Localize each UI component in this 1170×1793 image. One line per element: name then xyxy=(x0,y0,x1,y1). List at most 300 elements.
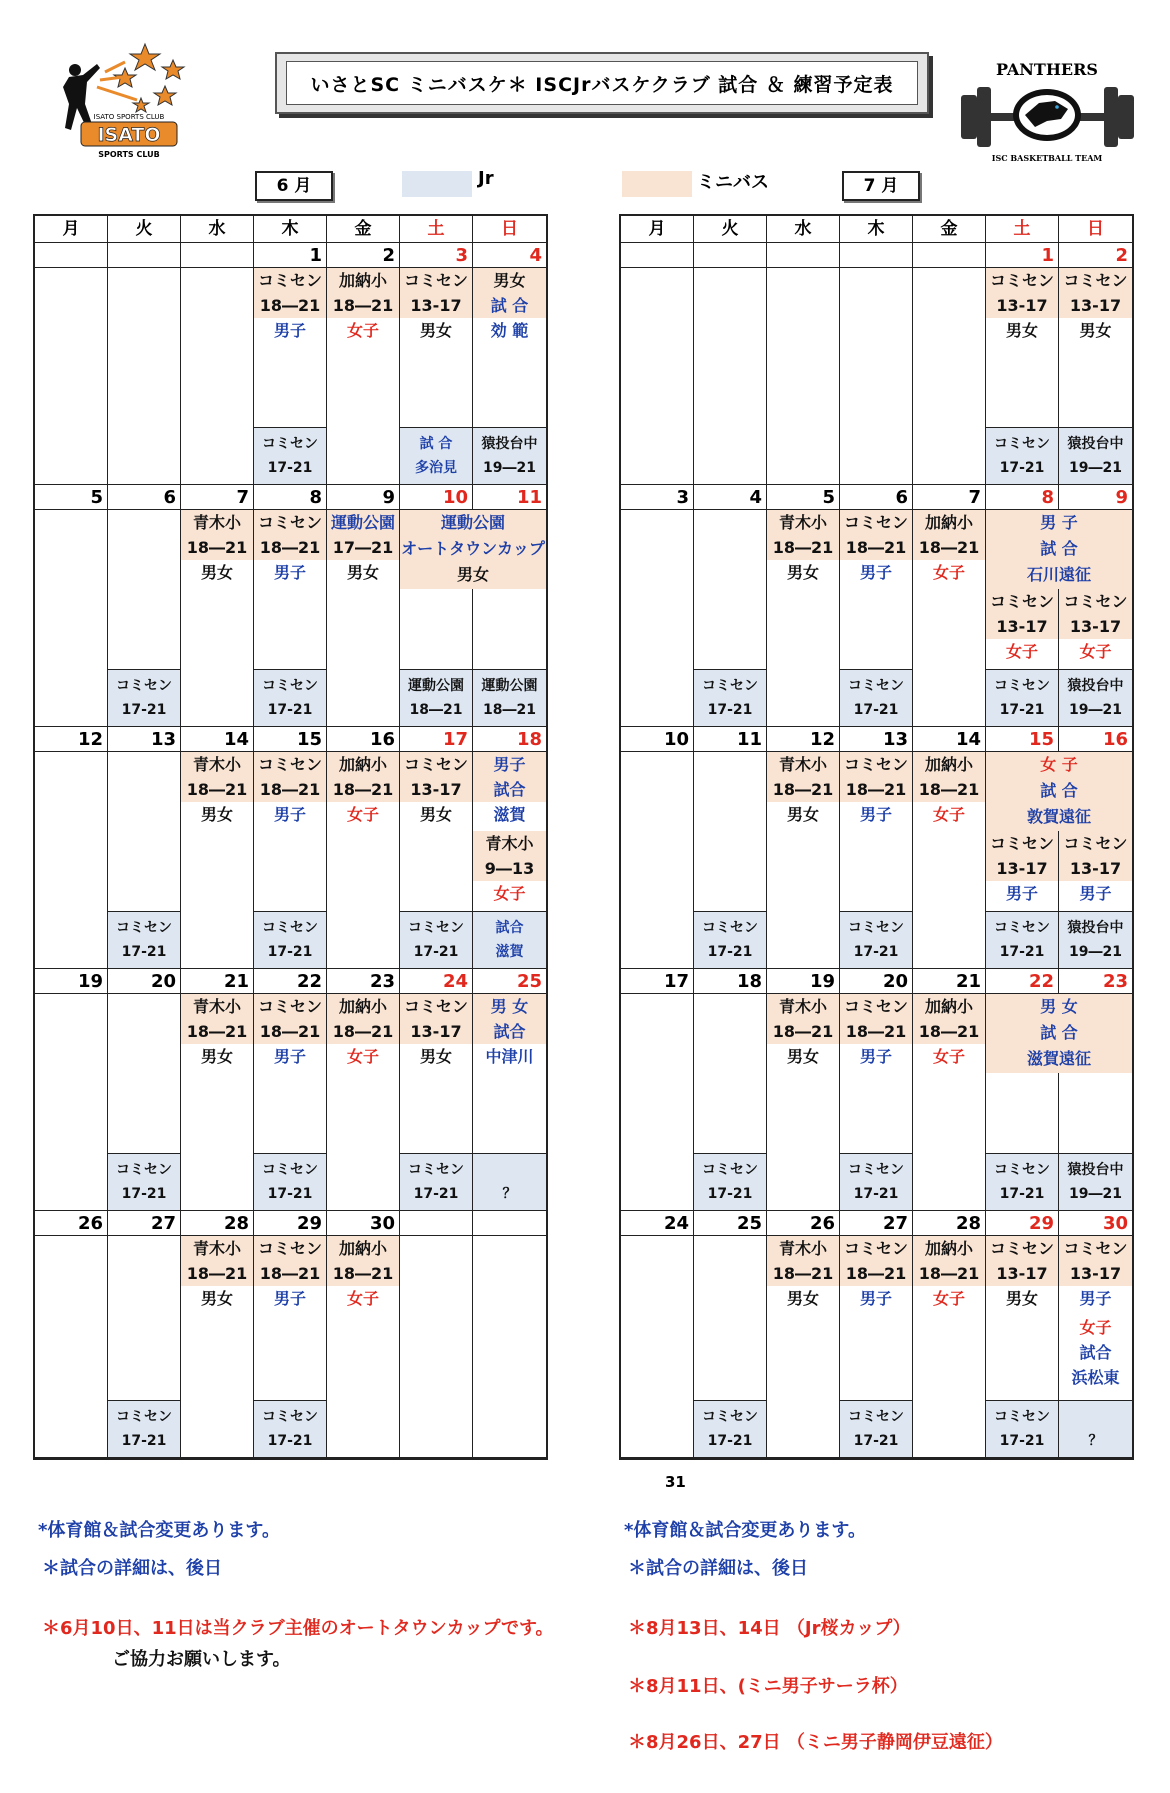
jr-session xyxy=(473,911,546,968)
weekday-header: 木 xyxy=(254,216,327,243)
schedule-line: 男子 xyxy=(273,563,306,582)
weekday-header: 月 xyxy=(621,216,694,243)
schedule-line: 加納小 xyxy=(913,994,985,1019)
month-label-july: 7 月 xyxy=(842,171,920,201)
date-number: 8 xyxy=(254,485,327,510)
date-number xyxy=(108,243,181,268)
date-number: 18 xyxy=(694,969,767,994)
schedule-line: 青木小 xyxy=(767,752,839,777)
date-number: 5 xyxy=(767,485,840,510)
schedule-line: 男女 xyxy=(786,1047,819,1066)
date-number: 25 xyxy=(473,969,546,994)
schedule-line: コミセン xyxy=(262,1409,318,1425)
schedule-line: 17-21 xyxy=(999,1186,1045,1202)
extra-session xyxy=(986,589,1058,664)
note-left-1: *体育館＆試合変更あります。 xyxy=(38,1520,280,1541)
date-number: 26 xyxy=(767,1211,840,1236)
schedule-line: コミセン xyxy=(840,994,912,1019)
schedule-line: 浜松東 xyxy=(1071,1368,1120,1387)
schedule-line: 滋賀遠征 xyxy=(1026,1049,1091,1068)
date-number: 21 xyxy=(913,969,986,994)
date-number: 2 xyxy=(327,243,400,268)
schedule-line: 18―21 xyxy=(913,777,985,802)
schedule-line: コミセン xyxy=(994,678,1050,694)
date-number xyxy=(181,243,254,268)
jr-session xyxy=(254,1153,326,1210)
weekend-event xyxy=(400,510,546,589)
schedule-line: 18―21 xyxy=(181,535,253,560)
schedule-line: 17-21 xyxy=(853,1186,899,1202)
date-number: 1 xyxy=(986,243,1059,268)
day-cell xyxy=(913,268,986,485)
schedule-line: 男子 xyxy=(859,1047,892,1066)
schedule-line: コミセン xyxy=(408,1162,464,1178)
schedule-line: 敦賀遠征 xyxy=(1026,807,1091,826)
day-cell xyxy=(767,510,840,727)
date-number: 12 xyxy=(767,727,840,752)
day-cell xyxy=(694,752,767,969)
weekend-event xyxy=(986,752,1132,831)
mini-session xyxy=(986,268,1058,343)
schedule-line: コミセン xyxy=(400,752,472,777)
schedule-line: 男子 xyxy=(273,805,306,824)
mini-session xyxy=(913,752,985,827)
day-cell xyxy=(767,994,840,1211)
day-cell xyxy=(181,268,254,485)
jr-session xyxy=(694,1153,766,1210)
date-number: 24 xyxy=(400,969,473,994)
date-number: 10 xyxy=(400,485,473,510)
day-cell xyxy=(327,1236,400,1458)
date-number xyxy=(35,243,108,268)
schedule-line: 試合 xyxy=(473,1019,546,1044)
schedule-line: 18―21 xyxy=(254,777,326,802)
schedule-line: 男子 xyxy=(1079,884,1112,903)
schedule-line: 13-17 xyxy=(986,614,1058,639)
schedule-line: ？ xyxy=(1088,1433,1103,1449)
mini-session xyxy=(254,268,326,343)
mini-session xyxy=(913,994,985,1069)
day-cell xyxy=(400,1236,473,1458)
mini-session xyxy=(913,510,985,585)
jr-session xyxy=(986,911,1058,968)
date-number: 26 xyxy=(35,1211,108,1236)
schedule-line: 猿投台中 xyxy=(1067,1162,1124,1178)
day-cell xyxy=(913,752,986,969)
date-number: 7 xyxy=(913,485,986,510)
date-number: 17 xyxy=(400,727,473,752)
date-number: 9 xyxy=(327,485,400,510)
july-week-2 xyxy=(621,485,1132,727)
july-week-1 xyxy=(621,243,1132,485)
title-frame xyxy=(275,52,929,114)
schedule-line: コミセン xyxy=(1059,831,1132,856)
weekday-header: 月 xyxy=(35,216,108,243)
date-number: 6 xyxy=(840,485,913,510)
schedule-line: 17-21 xyxy=(853,702,899,718)
schedule-line: 13-17 xyxy=(400,777,472,802)
schedule-line: 男女 xyxy=(456,565,489,584)
day-cell xyxy=(35,510,108,727)
date-number: 18 xyxy=(473,727,546,752)
schedule-line: 18―21 xyxy=(327,1261,399,1286)
schedule-line: 17-21 xyxy=(267,944,313,960)
schedule-line: 滋賀 xyxy=(493,805,526,824)
schedule-line: 男子 xyxy=(273,321,306,340)
note-left-2: ＊試合の詳細は、後日 xyxy=(42,1558,222,1579)
june-calendar xyxy=(33,214,548,1460)
date-number xyxy=(694,243,767,268)
day-cell xyxy=(327,510,400,727)
note-right-2: ＊試合の詳細は、後日 xyxy=(628,1558,808,1579)
date-number: 6 xyxy=(108,485,181,510)
schedule-line xyxy=(473,1158,546,1182)
note-right-1: *体育館＆試合変更あります。 xyxy=(624,1520,866,1541)
schedule-line: 女子 xyxy=(1079,642,1112,661)
date-number: 14 xyxy=(181,727,254,752)
day-cell xyxy=(767,752,840,969)
schedule-line: コミセン xyxy=(702,1409,758,1425)
schedule-line: 13-17 xyxy=(986,293,1058,318)
schedule-line: コミセン xyxy=(840,752,912,777)
schedule-line: コミセン xyxy=(994,1162,1050,1178)
weekend-event xyxy=(986,994,1132,1073)
mini-session xyxy=(327,1236,399,1311)
schedule-line: 18―21 xyxy=(181,1261,253,1286)
weekday-header: 金 xyxy=(913,216,986,243)
mini-session xyxy=(181,510,253,585)
schedule-line: 青木小 xyxy=(473,831,546,856)
mini-session xyxy=(400,268,472,343)
weekday-header: 日 xyxy=(473,216,546,243)
schedule-line: 17-21 xyxy=(267,1433,313,1449)
jr-session xyxy=(473,1153,546,1210)
schedule-line: 17-21 xyxy=(121,1186,167,1202)
day-cell xyxy=(694,994,767,1211)
schedule-line: 試合 xyxy=(473,777,546,802)
date-number: 28 xyxy=(913,1211,986,1236)
schedule-line: 男女 xyxy=(1005,1289,1038,1308)
date-number: 9 xyxy=(1059,485,1132,510)
schedule-line: 男子 xyxy=(1079,1289,1112,1308)
mini-session xyxy=(327,994,399,1069)
july-31-label: 31 xyxy=(665,1473,686,1491)
schedule-line: 17-21 xyxy=(853,944,899,960)
date-number: 5 xyxy=(35,485,108,510)
schedule-line: コミセン xyxy=(254,752,326,777)
schedule-line: コミセン xyxy=(986,589,1058,614)
jr-session xyxy=(694,669,766,726)
date-number: 20 xyxy=(108,969,181,994)
schedule-line: 運動公園 xyxy=(327,510,399,535)
extra-session xyxy=(1059,589,1132,664)
schedule-line: 18―21 xyxy=(767,1261,839,1286)
extra-session xyxy=(1059,831,1132,906)
day-cell xyxy=(621,1236,694,1458)
day-cell xyxy=(913,994,986,1211)
mini-session xyxy=(767,994,839,1069)
panthers-logo xyxy=(955,55,1140,165)
mini-session xyxy=(181,994,253,1069)
day-cell xyxy=(327,268,400,485)
schedule-line: コミセン xyxy=(408,920,464,936)
day-cell xyxy=(840,268,913,485)
schedule-line: 18―21 xyxy=(409,702,463,718)
schedule-line: 男子 xyxy=(859,563,892,582)
schedule-line: 女子 xyxy=(932,563,965,582)
note-right-4: ＊8月11日、(ミニ男子サーラ杯） xyxy=(628,1676,908,1697)
jr-session xyxy=(1059,1400,1132,1457)
mini-session xyxy=(254,510,326,585)
june-week-3 xyxy=(35,727,546,969)
schedule-line: 17-21 xyxy=(413,1186,459,1202)
schedule-line: 試合 xyxy=(495,920,524,936)
schedule-line: 男女 xyxy=(346,563,379,582)
weekday-header: 木 xyxy=(840,216,913,243)
date-number xyxy=(473,1211,546,1236)
schedule-line: 17-21 xyxy=(707,1433,753,1449)
schedule-line: 13-17 xyxy=(986,1261,1058,1286)
date-number: 1 xyxy=(254,243,327,268)
day-cell xyxy=(473,994,546,1211)
july-week-3 xyxy=(621,727,1132,969)
schedule-line: 猿投台中 xyxy=(1067,678,1124,694)
schedule-line: 男女 xyxy=(1005,321,1038,340)
schedule-line: 18―21 xyxy=(913,1261,985,1286)
legend-mini-label: ミニバス xyxy=(697,172,769,193)
mini-session xyxy=(1059,268,1132,343)
schedule-line: 青木小 xyxy=(181,510,253,535)
schedule-line: 女子 xyxy=(932,805,965,824)
date-number: 8 xyxy=(986,485,1059,510)
date-number: 15 xyxy=(254,727,327,752)
day-cell xyxy=(181,994,254,1211)
schedule-line: 17-21 xyxy=(707,1186,753,1202)
schedule-line: 18―21 xyxy=(840,1019,912,1044)
mini-session xyxy=(327,268,399,343)
schedule-line: 男女 xyxy=(419,321,452,340)
schedule-line: 青木小 xyxy=(181,994,253,1019)
jr-session xyxy=(986,1153,1058,1210)
schedule-line: 効 範 xyxy=(490,321,529,340)
day-cell xyxy=(840,752,913,969)
schedule-line: 男女 xyxy=(200,805,233,824)
day-cell xyxy=(181,510,254,727)
schedule-line: コミセン xyxy=(262,1162,318,1178)
day-cell xyxy=(473,1236,546,1458)
jr-session xyxy=(840,911,912,968)
jr-session xyxy=(1059,427,1132,484)
schedule-line: 加納小 xyxy=(327,1236,399,1261)
mini-session xyxy=(767,510,839,585)
schedule-line: 試 合 xyxy=(1040,1023,1078,1042)
schedule-line: 男 子 xyxy=(1040,513,1078,532)
mini-session xyxy=(986,1236,1058,1311)
schedule-line: コミセン xyxy=(848,1162,904,1178)
schedule-line: コミセン xyxy=(848,920,904,936)
schedule-line: 18―21 xyxy=(254,293,326,318)
logo-small-text: ISATO SPORTS CLUB xyxy=(93,113,165,121)
day-cell xyxy=(621,994,694,1211)
schedule-line: 17-21 xyxy=(121,1433,167,1449)
extra-session xyxy=(473,831,546,906)
schedule-line: 18―21 xyxy=(181,1019,253,1044)
schedule-line: コミセン xyxy=(400,268,472,293)
date-number xyxy=(913,243,986,268)
schedule-line: 青木小 xyxy=(181,1236,253,1261)
schedule-line: コミセン xyxy=(254,268,326,293)
schedule-line: 18―21 xyxy=(327,777,399,802)
legend-jr-label: Jr xyxy=(478,168,494,189)
mini-session xyxy=(840,1236,912,1311)
weekend-event xyxy=(986,510,1132,589)
schedule-line: 男 女 xyxy=(1040,997,1078,1016)
mini-session xyxy=(767,752,839,827)
schedule-line: 17-21 xyxy=(999,944,1045,960)
date-number: 16 xyxy=(1059,727,1132,752)
day-cell xyxy=(254,994,327,1211)
day-cell xyxy=(913,1236,986,1458)
schedule-line: 17-21 xyxy=(999,460,1045,476)
day-cell xyxy=(400,752,473,969)
schedule-line: 試 合 xyxy=(473,293,546,318)
jr-session xyxy=(108,1400,180,1457)
schedule-line: コミセン xyxy=(262,920,318,936)
schedule-line: 男女 xyxy=(1079,321,1112,340)
date-number: 28 xyxy=(181,1211,254,1236)
date-number: 7 xyxy=(181,485,254,510)
date-number: 17 xyxy=(621,969,694,994)
schedule-line: 女子 xyxy=(346,1289,379,1308)
jr-session xyxy=(986,1400,1058,1457)
mini-session xyxy=(327,510,399,585)
day-cell xyxy=(327,994,400,1211)
day-cell xyxy=(254,510,327,727)
day-cell xyxy=(767,1236,840,1458)
weekday-header: 土 xyxy=(400,216,473,243)
schedule-line: 19―21 xyxy=(1069,1186,1122,1202)
schedule-line: 試 合 xyxy=(1040,539,1078,558)
schedule-line: コミセン xyxy=(994,436,1050,452)
day-cell xyxy=(108,1236,181,1458)
schedule-line: 18―21 xyxy=(840,535,912,560)
day-cell xyxy=(1059,1236,1132,1458)
schedule-line: 運動公園 xyxy=(408,678,464,694)
date-number: 3 xyxy=(621,485,694,510)
day-cell xyxy=(694,268,767,485)
schedule-line: 男子 xyxy=(859,805,892,824)
jr-session xyxy=(1059,911,1132,968)
schedule-line: 13-17 xyxy=(1059,856,1132,881)
mini-session xyxy=(1059,1236,1132,1311)
jr-session xyxy=(254,427,326,484)
schedule-line: 中津川 xyxy=(485,1047,534,1066)
day-cell xyxy=(35,1236,108,1458)
june-week-2 xyxy=(35,485,546,727)
schedule-line: 試合 xyxy=(1079,1343,1112,1362)
schedule-line: 17-21 xyxy=(267,460,313,476)
mini-session xyxy=(181,752,253,827)
schedule-line: 男子 xyxy=(1005,884,1038,903)
june-week-5 xyxy=(35,1211,546,1458)
date-number: 10 xyxy=(621,727,694,752)
schedule-line xyxy=(1059,1405,1132,1429)
schedule-line: 女 子 xyxy=(1040,755,1078,774)
day-cell xyxy=(400,268,473,485)
schedule-line: 加納小 xyxy=(913,510,985,535)
month-label-june: 6 月 xyxy=(255,171,333,201)
mini-session xyxy=(400,994,472,1069)
schedule-line: 17-21 xyxy=(267,702,313,718)
note-right-5: ＊8月26日、27日 （ミニ男子静岡伊豆遠征） xyxy=(628,1732,1003,1753)
schedule-line: 18―21 xyxy=(254,535,326,560)
weekday-header: 火 xyxy=(108,216,181,243)
mini-session xyxy=(913,1236,985,1311)
date-number xyxy=(767,243,840,268)
date-number: 11 xyxy=(473,485,546,510)
june-week-1 xyxy=(35,243,546,485)
schedule-line: 加納小 xyxy=(327,752,399,777)
schedule-line: コミセン xyxy=(986,268,1058,293)
date-number: 30 xyxy=(327,1211,400,1236)
schedule-line: 運動公園 xyxy=(481,678,538,694)
date-number xyxy=(400,1211,473,1236)
jr-session xyxy=(400,427,472,484)
schedule-line: 18―21 xyxy=(483,702,536,718)
note-left-4: ご協力お願いします。 xyxy=(112,1649,291,1670)
schedule-line: コミセン xyxy=(840,510,912,535)
schedule-line: 17-21 xyxy=(853,1433,899,1449)
jr-session xyxy=(108,1153,180,1210)
jr-session xyxy=(254,669,326,726)
schedule-line: 9―13 xyxy=(473,856,546,881)
jr-session xyxy=(473,427,546,484)
schedule-line: 試 合 xyxy=(1040,781,1078,800)
date-number: 11 xyxy=(694,727,767,752)
day-cell xyxy=(840,510,913,727)
schedule-line: 運動公園 xyxy=(440,513,505,532)
date-number: 21 xyxy=(181,969,254,994)
schedule-line: 13-17 xyxy=(400,293,472,318)
day-cell xyxy=(986,752,1091,969)
schedule-line: コミセン xyxy=(400,994,472,1019)
jr-session xyxy=(694,1400,766,1457)
schedule-line: 加納小 xyxy=(913,1236,985,1261)
schedule-line: 17-21 xyxy=(413,944,459,960)
schedule-line: 18―21 xyxy=(254,1019,326,1044)
mini-session xyxy=(327,752,399,827)
day-cell xyxy=(621,268,694,485)
day-cell xyxy=(327,752,400,969)
schedule-line: コミセン xyxy=(262,436,318,452)
schedule-line: 女子 xyxy=(493,884,526,903)
day-cell xyxy=(473,752,546,969)
day-cell xyxy=(694,1236,767,1458)
jr-session xyxy=(840,1400,912,1457)
weekday-header: 日 xyxy=(1059,216,1132,243)
day-cell xyxy=(181,1236,254,1458)
schedule-line: コミセン xyxy=(1059,1236,1132,1261)
day-cell xyxy=(473,268,546,485)
schedule-line: 滋賀 xyxy=(495,944,524,960)
jr-session xyxy=(1059,669,1132,726)
jr-session xyxy=(400,669,472,726)
schedule-line: 女子 xyxy=(932,1289,965,1308)
schedule-line: 石川遠征 xyxy=(1026,565,1091,584)
note-left-3: ＊6月10日、11日は当クラブ主催のオートタウンカップです。 xyxy=(42,1618,554,1639)
schedule-line: 19―21 xyxy=(483,460,536,476)
schedule-line: 男女 xyxy=(419,1047,452,1066)
